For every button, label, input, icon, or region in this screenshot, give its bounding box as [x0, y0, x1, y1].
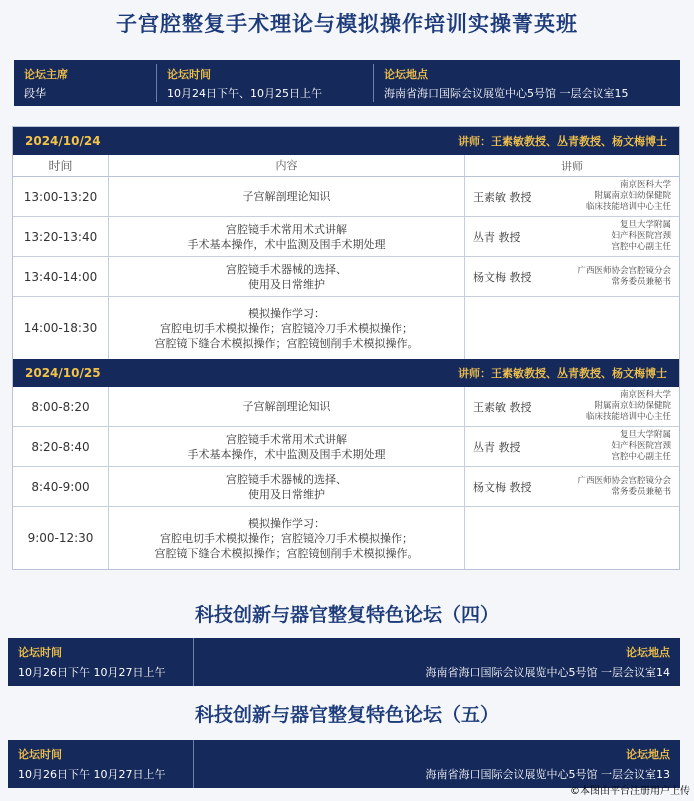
session-lecturer [465, 507, 679, 569]
date-day1: 2024/10/24 [25, 134, 101, 148]
forum5-info-bar [8, 740, 680, 788]
lecturer-affiliation [538, 390, 672, 423]
schedule-table [12, 126, 680, 570]
session-lecturer [465, 217, 679, 256]
session-lecturer [465, 177, 679, 216]
session-time: 9:00-12:30 [13, 507, 109, 569]
session-lecturer [465, 297, 679, 359]
content-line: 宫腔电切手术模拟操作；宫腔镜冷刀手术模拟操作； [160, 531, 413, 545]
forum4-time-label: 论坛时间 [18, 646, 62, 659]
session-content [109, 217, 465, 256]
lecturer-name: 杨文梅 教授 [473, 270, 532, 284]
content-line: 使用及日常维护 [248, 277, 325, 291]
place-cell [374, 60, 680, 106]
time-cell [157, 60, 373, 106]
table-row [13, 177, 679, 217]
content-line: 模拟操作学习： [248, 306, 325, 320]
content-line: 子宫解剖理论知识 [242, 400, 331, 413]
content-line: 宫腔电切手术模拟操作；宫腔镜冷刀手术模拟操作； [160, 321, 413, 335]
date-band-day2 [13, 359, 679, 387]
forum5-place-value: 海南省海口国际会议展览中心5号馆 一层会议室13 [425, 768, 670, 781]
place-label: 论坛地点 [384, 68, 428, 81]
lecturer-affiliation [538, 180, 672, 213]
table-row [13, 507, 679, 569]
time-value: 10月24日下午、10月25日上午 [167, 87, 322, 100]
date-day2: 2024/10/25 [25, 366, 101, 380]
table-row [13, 217, 679, 257]
forum4-title: 科技创新与器官整复特色论坛（四） [194, 604, 499, 626]
lecturer-name: 王素敏 教授 [473, 400, 532, 414]
content-line: 手术基本操作，术中监测及围手术期处理 [187, 447, 386, 461]
content-line: 宫腔镜手术常用术式讲解 [226, 222, 347, 236]
session-time: 13:00-13:20 [13, 177, 109, 216]
header-time: 时间 [13, 155, 109, 176]
session-content [109, 507, 465, 569]
content-line: 宫腔镜下缝合术模拟操作；宫腔镜刨削手术模拟操作。 [154, 546, 419, 560]
affiliation-line: 宫腔中心副主任 [611, 242, 671, 252]
session-time: 13:20-13:40 [13, 217, 109, 256]
affiliation-line: 妇产科医院宫颈 [611, 441, 671, 451]
session-lecturer [465, 467, 679, 506]
forum5-time-value: 10月26日下午 10月27日上午 [18, 768, 166, 781]
table-row [13, 427, 679, 467]
lecturer-name: 丛青 教授 [473, 230, 521, 244]
affiliation-line: 宫腔中心副主任 [611, 452, 671, 462]
lecturer-name: 王素敏 教授 [473, 190, 532, 204]
table-header [13, 155, 679, 177]
content-line: 宫腔镜手术器械的选择、 [226, 262, 347, 276]
session-content [109, 387, 465, 426]
lecturer-name: 丛青 教授 [473, 440, 521, 454]
lecturer-affiliation [527, 430, 672, 463]
page-title: 子宫腔整复手术理论与模拟操作培训实操菁英班 [116, 12, 578, 36]
lecturer-name: 杨文梅 教授 [473, 480, 532, 494]
session-content [109, 177, 465, 216]
session-content [109, 297, 465, 359]
table-row [13, 467, 679, 507]
session-content [109, 467, 465, 506]
affiliation-line: 复旦大学附属 [619, 220, 671, 230]
lecturers-day1: 讲师：王素敏教授、丛青教授、杨文梅博士 [458, 135, 667, 148]
table-row [13, 387, 679, 427]
day1-rows [13, 177, 679, 359]
session-time: 8:40-9:00 [13, 467, 109, 506]
forum4-place-value: 海南省海口国际会议展览中心5号馆 一层会议室14 [425, 666, 670, 679]
affiliation-line: 广西医师协会宫腔镜分会 [577, 475, 671, 486]
forum5-place-cell [194, 740, 680, 788]
session-time: 13:40-14:00 [13, 257, 109, 296]
content-line: 宫腔镜手术常用术式讲解 [226, 432, 347, 446]
affiliation-line: 常务委员兼秘书 [611, 276, 671, 287]
session-time: 8:00-8:20 [13, 387, 109, 426]
chair-value: 段华 [24, 87, 46, 100]
session-content [109, 427, 465, 466]
affiliation-line: 南京医科大学 [619, 180, 671, 190]
affiliation-line: 临床技能培训中心主任 [585, 412, 671, 422]
lecturer-affiliation [527, 220, 672, 253]
forum4-time-cell [8, 638, 194, 686]
content-line: 宫腔镜手术器械的选择、 [226, 472, 347, 486]
date-band-day1 [13, 127, 679, 155]
forum4-place-label: 论坛地点 [626, 646, 670, 659]
table-row [13, 297, 679, 359]
affiliation-line: 临床技能培训中心主任 [585, 202, 671, 212]
affiliation-line: 常务委员兼秘书 [611, 486, 671, 497]
header-lecturer: 讲师 [561, 159, 583, 173]
forum4-info-bar [8, 638, 680, 686]
place-value: 海南省海口国际会议展览中心5号馆 一层会议室15 [384, 87, 629, 100]
session-lecturer [465, 387, 679, 426]
content-line: 使用及日常维护 [248, 487, 325, 501]
affiliation-line: 附属南京妇幼保健院 [594, 191, 671, 201]
affiliation-line: 妇产科医院宫颈 [611, 231, 671, 241]
lecturers-day2: 讲师：王素敏教授、丛青教授、杨文梅博士 [458, 367, 667, 380]
lecturer-affiliation [538, 476, 672, 498]
chair-label: 论坛主席 [24, 68, 68, 81]
header-content: 内容 [109, 155, 465, 176]
session-content [109, 257, 465, 296]
forum4-time-value: 10月26日下午 10月27日上午 [18, 666, 166, 679]
affiliation-line: 南京医科大学 [619, 390, 671, 400]
content-line: 子宫解剖理论知识 [242, 190, 331, 203]
forum4-place-cell [194, 638, 680, 686]
lecturer-affiliation [538, 266, 672, 288]
chair-cell [14, 60, 156, 106]
day2-rows [13, 387, 679, 569]
table-row [13, 257, 679, 297]
session-lecturer [465, 427, 679, 466]
forum5-time-cell [8, 740, 194, 788]
forum5-title: 科技创新与器官整复特色论坛（五） [194, 704, 499, 726]
content-line: 宫腔镜下缝合术模拟操作；宫腔镜刨削手术模拟操作。 [154, 336, 419, 350]
watermark: ©本图由平台注册用户上传 [570, 786, 690, 797]
affiliation-line: 复旦大学附属 [619, 430, 671, 440]
affiliation-line: 广西医师协会宫腔镜分会 [577, 265, 671, 276]
session-time: 8:20-8:40 [13, 427, 109, 466]
content-line: 手术基本操作，术中监测及围手术期处理 [187, 237, 386, 251]
session-time: 14:00-18:30 [13, 297, 109, 359]
forum5-place-label: 论坛地点 [626, 748, 670, 761]
time-label: 论坛时间 [167, 68, 211, 81]
forum5-time-label: 论坛时间 [18, 748, 62, 761]
affiliation-line: 附属南京妇幼保健院 [594, 401, 671, 411]
session-lecturer [465, 257, 679, 296]
content-line: 模拟操作学习： [248, 516, 325, 530]
forum-info-bar [14, 60, 680, 106]
